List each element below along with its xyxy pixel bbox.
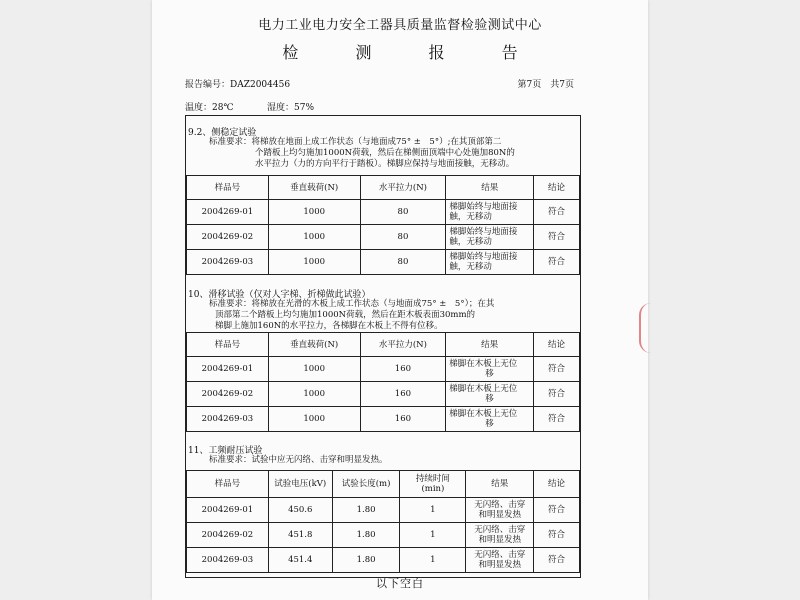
document-title: 检 测 报 告: [282, 43, 544, 62]
sample-id: 2004269-03: [187, 407, 269, 432]
result-line: 梯脚始终与地面接: [449, 202, 518, 212]
sample-id: 2004269-03: [187, 250, 269, 275]
horizontal-force: 160: [360, 407, 446, 432]
requirement-line: 顶部第二个踏板上均匀施加1000N荷载，然后在距木板表面30mm的: [215, 310, 476, 320]
report-number: 报告编号：DAZ2004456: [185, 80, 291, 90]
test-voltage: 451.8: [268, 523, 332, 548]
result-line: 触，无移动: [449, 212, 492, 222]
result-line: 梯脚在木板上无位: [449, 409, 518, 419]
vertical-load: 1000: [268, 382, 360, 407]
sample-id: 2004269-03: [187, 548, 269, 573]
horizontal-force: 80: [360, 225, 446, 250]
conclusion: 符合: [534, 357, 580, 382]
column-header: 样品号: [187, 471, 269, 498]
duration: 1: [400, 498, 466, 523]
requirement-line: 试验中应无闪络、击穿和明显发热。: [251, 455, 388, 465]
table-row: [187, 523, 580, 548]
section-title: 11、工频耐压试验: [188, 446, 263, 456]
sample-id: 2004269-02: [187, 225, 269, 250]
table-row: [187, 250, 580, 275]
vertical-load: 1000: [268, 357, 360, 382]
horizontal-force: 160: [360, 382, 446, 407]
result-line: 和明显发热: [478, 560, 521, 570]
result-line: 触，无移动: [449, 262, 492, 272]
seal-stamp-edge: [639, 303, 651, 353]
sample-id: 2004269-02: [187, 382, 269, 407]
test-voltage: 450.6: [268, 498, 332, 523]
report-page: [152, 0, 648, 600]
column-header: 结果: [446, 176, 534, 200]
result-cell: [446, 357, 534, 382]
table-row: [187, 548, 580, 573]
result-line: 梯脚始终与地面接: [449, 227, 518, 237]
result-line: 梯脚在木板上无位: [449, 384, 518, 394]
section-title: 9.2、侧稳定试验: [188, 128, 257, 138]
requirement-text: [209, 137, 579, 170]
test-length: 1.80: [332, 523, 400, 548]
result-line: 无闪络、击穿: [474, 525, 526, 535]
column-header: [400, 471, 466, 498]
column-header: 结论: [534, 333, 580, 357]
sample-id: 2004269-02: [187, 523, 269, 548]
section-title: 10、滑移试验（仅对人字梯、折梯做此试验）: [188, 290, 371, 300]
temperature: 温度：28℃: [185, 103, 234, 113]
column-header: 试验电压(kV): [268, 471, 332, 498]
result-line: 和明显发热: [478, 535, 521, 545]
sample-id: 2004269-01: [187, 498, 269, 523]
requirement-line: 水平拉力（力的方向平行于踏板）。梯脚应保持与地面接触，无移动。: [255, 159, 515, 169]
table-header-row: [187, 471, 580, 498]
column-header: 水平拉力(N): [360, 176, 446, 200]
sample-id: 2004269-01: [187, 357, 269, 382]
vertical-load: 1000: [268, 250, 360, 275]
table-row: [187, 498, 580, 523]
table-row: [187, 200, 580, 225]
table-header-row: [187, 176, 580, 200]
conclusion: 符合: [534, 407, 580, 432]
column-header: 样品号: [187, 176, 269, 200]
header-line: (min): [421, 484, 445, 494]
vertical-load: 1000: [268, 407, 360, 432]
blank-below-note: 以下空白: [376, 577, 424, 590]
result-cell: [446, 250, 534, 275]
result-cell: [466, 523, 534, 548]
result-line: 梯脚始终与地面接: [449, 252, 518, 262]
table-header-row: [187, 333, 580, 357]
table-row: [187, 382, 580, 407]
slip-test-table: [186, 332, 580, 432]
vertical-load: 1000: [268, 200, 360, 225]
column-header: 水平拉力(N): [360, 333, 446, 357]
result-line: 移: [485, 419, 494, 429]
column-header: 垂直载荷(N): [268, 333, 360, 357]
column-header: 结论: [534, 471, 580, 498]
column-header: 结果: [466, 471, 534, 498]
vertical-load: 1000: [268, 225, 360, 250]
organization-name: 电力工业电力安全工器具质量监督检验测试中心: [258, 18, 542, 33]
conclusion: 符合: [534, 200, 580, 225]
results-frame: [185, 115, 581, 578]
sample-id: 2004269-01: [187, 200, 269, 225]
table-row: [187, 407, 580, 432]
side-stability-table: [186, 175, 580, 275]
conclusion: 符合: [534, 498, 580, 523]
test-voltage: 451.4: [268, 548, 332, 573]
requirement-line: 将梯放在地面上成工作状态（与地面成75° ± 5°）;在其顶部第二: [251, 137, 502, 147]
withstand-voltage-table: [186, 470, 580, 573]
result-line: 和明显发热: [478, 510, 521, 520]
header-line: 持续时间: [415, 474, 450, 484]
result-cell: [446, 382, 534, 407]
test-length: 1.80: [332, 548, 400, 573]
duration: 1: [400, 523, 466, 548]
horizontal-force: 160: [360, 357, 446, 382]
requirement-text: [209, 299, 579, 332]
result-cell: [446, 225, 534, 250]
column-header: 垂直载荷(N): [268, 176, 360, 200]
requirement-text: [209, 455, 579, 466]
result-cell: [466, 498, 534, 523]
result-line: 移: [485, 369, 494, 379]
result-line: 梯脚在木板上无位: [449, 359, 518, 369]
requirement-line: 个踏板上均匀施加1000N荷载，然后在梯侧面顶端中心处施加80N的: [255, 148, 515, 158]
result-cell: [446, 200, 534, 225]
table-row: [187, 225, 580, 250]
column-header: 结论: [534, 176, 580, 200]
conclusion: 符合: [534, 250, 580, 275]
conclusion: 符合: [534, 548, 580, 573]
requirement-line: 梯脚上施加160N的水平拉力，各梯脚在木板上不得有位移。: [215, 321, 443, 331]
horizontal-force: 80: [360, 250, 446, 275]
result-line: 无闪络、击穿: [474, 550, 526, 560]
result-cell: [466, 548, 534, 573]
humidity: 湿度：57%: [267, 103, 315, 113]
result-cell: [446, 407, 534, 432]
requirement-line: 将梯放在光滑的木板上成工作状态（与地面成75° ± 5°）；在其: [251, 299, 495, 309]
conclusion: 符合: [534, 225, 580, 250]
column-header: 试验长度(m): [332, 471, 400, 498]
conclusion: 符合: [534, 382, 580, 407]
column-header: 结果: [446, 333, 534, 357]
duration: 1: [400, 548, 466, 573]
conclusion: 符合: [534, 523, 580, 548]
result-line: 无闪络、击穿: [474, 500, 526, 510]
requirement-label: 标准要求：: [209, 299, 252, 309]
page-number: 第7页 共7页: [517, 80, 574, 90]
horizontal-force: 80: [360, 200, 446, 225]
test-length: 1.80: [332, 498, 400, 523]
result-line: 触，无移动: [449, 237, 492, 247]
requirement-label: 标准要求：: [209, 137, 252, 147]
result-line: 移: [485, 394, 494, 404]
column-header: 样品号: [187, 333, 269, 357]
table-row: [187, 357, 580, 382]
requirement-label: 标准要求：: [209, 455, 252, 465]
